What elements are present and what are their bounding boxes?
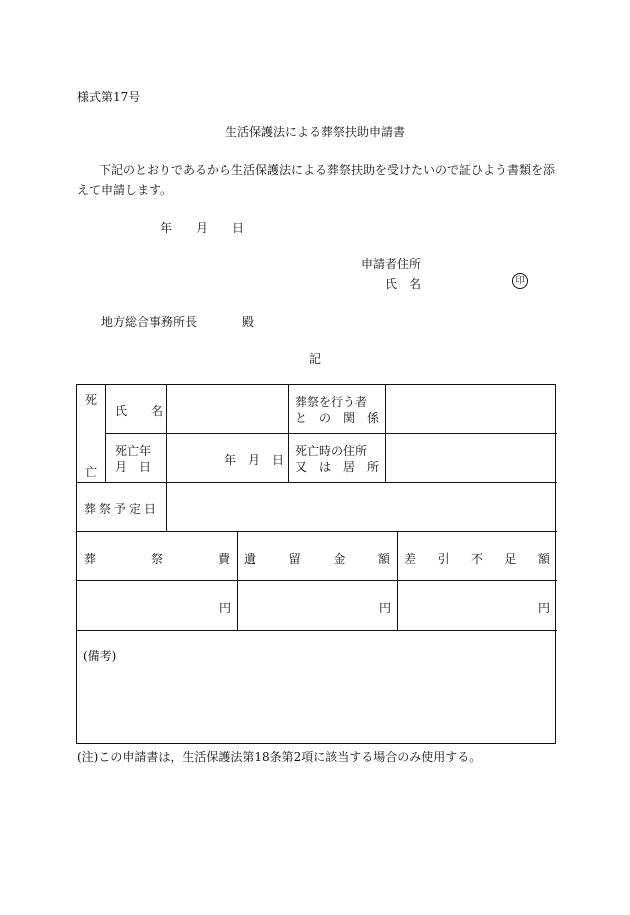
- death-date-label-line2: 月 日: [115, 460, 152, 474]
- col-divider: [166, 385, 167, 531]
- funeral-cost-label: 葬 祭 費: [84, 552, 230, 566]
- seal-mark: 印: [512, 273, 528, 289]
- funeral-date-label: 葬祭予定日: [84, 502, 160, 516]
- death-address-label-line1: 死亡時の住所: [295, 444, 368, 458]
- estate-amount-yen: 円: [379, 601, 392, 615]
- footnote: (注)この申請書は，生活保護法第18条第2項に該当する場合のみ使用する。: [77, 750, 482, 764]
- date-month-label: 月: [196, 221, 209, 235]
- remarks-label: (備考): [83, 649, 117, 663]
- estate-amount-label: 遺 留 金 額: [244, 552, 390, 566]
- deceased-name-label: 氏 名: [115, 404, 164, 418]
- funeral-relation-label-line1: 葬祭を行う者: [295, 395, 368, 409]
- application-statement: 下記のとおりであるから生活保護法による葬祭扶助を受けたいので証ひよう書類を添えて申請します。: [77, 163, 556, 197]
- row-divider: [77, 630, 557, 631]
- row-divider: [77, 482, 557, 483]
- col-divider: [385, 385, 386, 482]
- col-divider: [105, 385, 106, 482]
- shortfall-amount-label: 差 引 不 足 額: [404, 552, 550, 566]
- applicant-address-label: 申請者住所: [361, 257, 422, 271]
- deceased-label-bottom: 亡: [85, 465, 98, 479]
- col-divider: [397, 531, 398, 630]
- death-date-value: 年 月 日: [224, 453, 285, 467]
- shortfall-amount-yen: 円: [538, 601, 551, 615]
- date-day-label: 日: [232, 221, 245, 235]
- page-title: 生活保護法による葬祭扶助申請書: [224, 125, 405, 139]
- funeral-relation-label-line2: と の 関 係: [295, 411, 380, 425]
- ki-heading: 記: [308, 352, 321, 366]
- col-divider: [288, 385, 289, 482]
- application-form-table: [76, 384, 556, 744]
- col-divider: [237, 531, 238, 630]
- date-year-label: 年: [160, 221, 173, 235]
- honorific: 殿: [242, 315, 255, 329]
- applicant-name-label: 氏 名: [385, 277, 422, 291]
- row-divider: [105, 433, 557, 434]
- row-divider: [77, 531, 557, 532]
- row-divider: [77, 580, 557, 581]
- funeral-cost-yen: 円: [219, 601, 232, 615]
- death-address-label-line2: 又 は 居 所: [295, 460, 380, 474]
- addressee: 地方総合事務所長: [101, 315, 198, 329]
- form-number: 様式第17号: [77, 90, 141, 104]
- death-date-label-line1: 死亡年: [115, 444, 152, 458]
- deceased-label-top: 死: [85, 393, 98, 407]
